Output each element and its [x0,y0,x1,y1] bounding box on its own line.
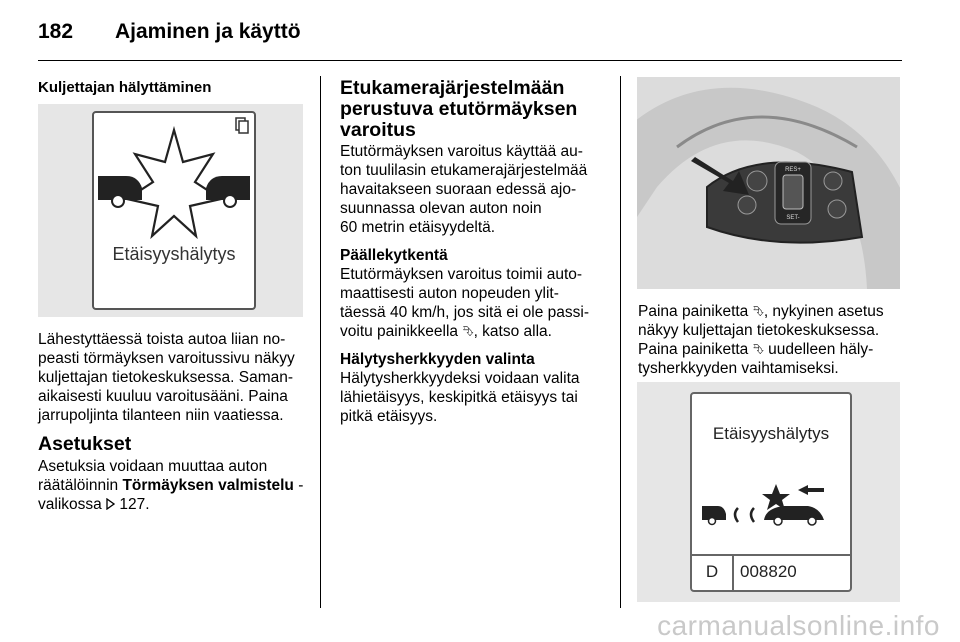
text-line: ton tuulilasin etukamerajärjestelmää [340,162,588,179]
col2-heading [340,78,610,141]
text-line [38,495,313,514]
header-rule [38,60,902,61]
text-line [340,322,615,341]
text-line: pitkä etäisyys. [340,408,438,425]
cancel-button[interactable] [828,200,846,218]
page-reference: 127. [115,496,150,513]
car-distance-icon: ⮷ [752,341,764,357]
text-span: , katso alla. [473,323,552,340]
text-span: , nykyinen asetus [763,303,884,320]
text-line: Etutörmäyksen varoitus toimii auto- [340,266,583,283]
odometer-value: 008820 [740,562,797,581]
text-line: kuljettajan tietokeskuksessa. Saman- [38,369,294,386]
page-icon [236,118,248,133]
distance-alert-illustration [38,104,303,317]
text-span: valikossa [38,496,107,513]
col3-paragraph [638,302,903,378]
text-line: Etutörmäyksen varoitus käyttää au- [340,143,583,160]
car-distance-icon: ⮷ [462,323,474,339]
column-divider-1 [320,76,321,608]
figure-label: Etäisyyshälytys [112,244,236,264]
col2-paragraph-1 [340,142,615,237]
text-line: havaitakseen suoraan edessä ajo- [340,181,577,198]
text-span: räätälöinnin [38,477,123,494]
heading-line: perustuva etutörmäyksen [340,98,578,120]
steering-wheel-illustration [637,77,900,289]
figure-steering-wheel [637,77,900,289]
text-line: Asetuksia voidaan muuttaa auton [38,458,268,475]
figure-info-display [637,382,900,602]
text-line [638,302,903,321]
text-span: Paina painiketta [638,341,753,358]
cruise-button[interactable] [824,172,842,190]
display-divider [692,554,850,556]
text-line [638,340,903,359]
text-line: 60 metrin etäisyydeltä. [340,219,496,236]
column-divider-2 [620,76,621,608]
display-frame [690,392,852,592]
section-title-driver-alert: Kuljettajan hälyttäminen [38,79,212,96]
menu-name: Törmäyksen valmistelu [122,477,294,494]
display-title: Etäisyyshälytys [712,424,830,443]
text-line: tysherkkyyden vaihtamiseksi. [638,360,839,377]
button-res-label: RES+ [785,167,801,173]
reference-triangle-icon[interactable] [106,498,115,510]
settings-text [38,457,313,514]
text-line: Hälytysherkkyydeksi voidaan valita [340,370,580,387]
button-set-label: SET- [786,215,800,221]
heading-line: varoitus [340,119,416,141]
text-line [38,476,313,495]
distance-setting-icon [692,474,850,534]
text-line: jarrupoljinta tilanteen niin vaatiessa. [38,407,284,424]
col1-paragraph [38,330,308,425]
subheading-sensitivity: Hälytysherkkyyden valinta [340,351,535,368]
watermark: carmanualsonline.info [657,610,940,641]
text-line: aikaisesti kuuluu varoitusääni. Paina [38,388,288,405]
text-line: lähietäisyys, keskipitkä etäisyys tai [340,389,578,406]
text-line: näkyy kuljettajan tietokeskuksessa. [638,322,880,339]
page-number: 182 [38,20,74,43]
text-line: täessä 40 km/h, jos sitä ei ole passi- [340,304,589,321]
text-span: voitu painikkeella [340,323,463,340]
text-span: - [293,477,304,494]
col2-paragraph-3 [340,369,615,426]
text-line: suunnassa olevan auton noin [340,200,542,217]
distance-button[interactable] [747,171,767,191]
text-line: peasti törmäyksen varoitussivu näkyy [38,350,295,367]
text-line: maattisesti auton nopeuden ylit- [340,285,559,302]
col2-paragraph-2 [340,265,615,341]
figure-distance-alert [38,104,303,317]
display-divider-vertical [732,556,734,590]
text-span: uudelleen häly- [763,341,874,358]
limiter-button[interactable] [738,196,756,214]
car-distance-icon: ⮷ [752,303,764,319]
heading-line: Etukamerajärjestelmään [340,77,565,99]
settings-heading: Asetukset [38,433,132,455]
subheading-activation: Päällekytkentä [340,247,448,264]
gear-indicator: D [705,562,719,581]
text-line: Lähestyttäessä toista autoa liian no- [38,331,286,348]
chapter-title: Ajaminen ja käyttö [115,20,301,43]
text-span: Paina painiketta [638,303,753,320]
